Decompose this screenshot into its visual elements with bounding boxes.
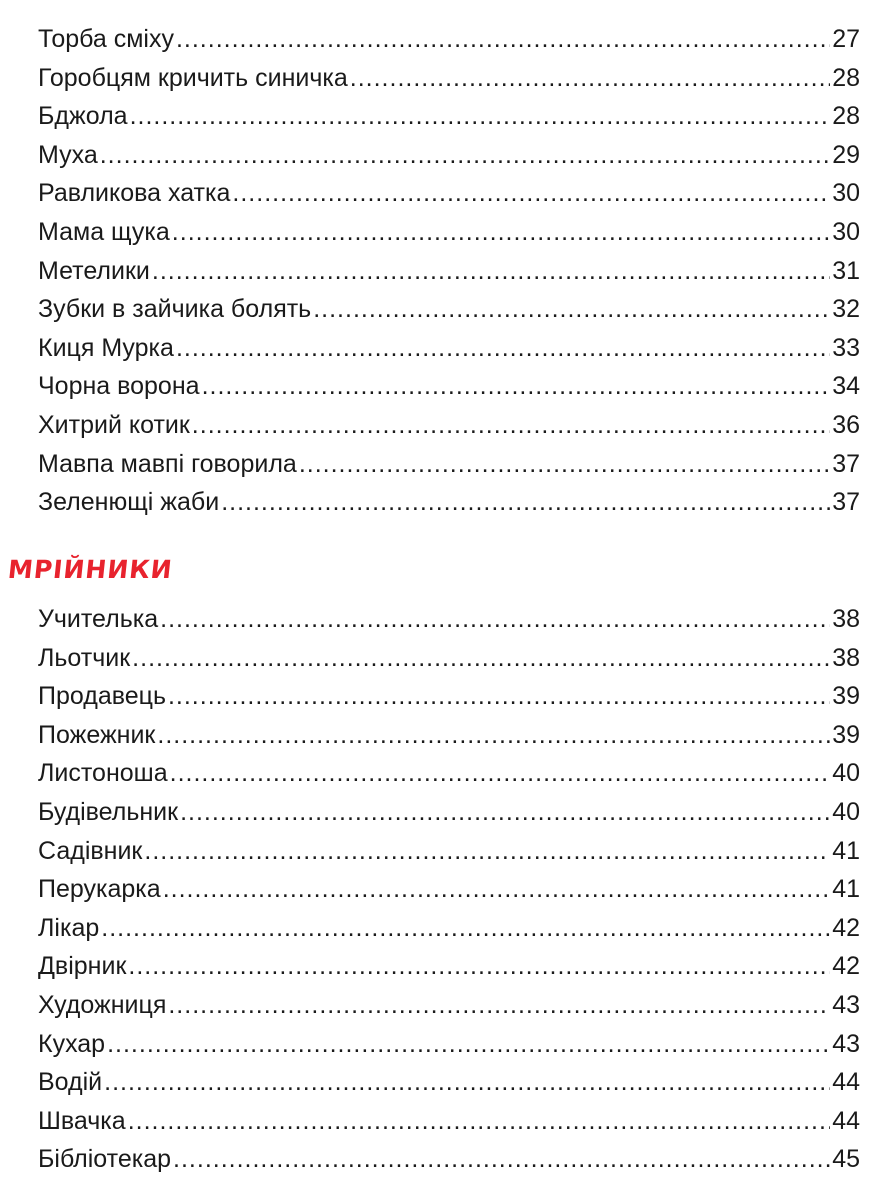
dot-leader: [101, 909, 830, 948]
toc-entry-title: Швачка: [38, 1106, 126, 1135]
dot-leader: [173, 1140, 830, 1179]
dot-leader: [170, 754, 831, 793]
dot-leader: [152, 252, 830, 291]
toc-entry-page-number: 27: [832, 25, 860, 53]
toc-entry: [38, 870, 860, 909]
toc-entry: [38, 832, 860, 871]
dot-leader: [232, 174, 830, 213]
dot-leader: [168, 986, 830, 1025]
toc-entry-page-number: 41: [832, 836, 860, 865]
toc-entry-title: Торба сміху: [38, 25, 174, 53]
dot-leader: [144, 832, 830, 871]
toc-entry-page-number: 45: [832, 1145, 860, 1174]
toc-entry-page-number: 41: [832, 875, 860, 904]
toc-entry: [38, 290, 860, 329]
dot-leader: [192, 406, 830, 445]
toc-entry-title: Бджола: [38, 102, 128, 131]
dot-leader: [313, 290, 830, 329]
toc-entry: [38, 445, 860, 484]
dot-leader: [176, 329, 830, 368]
toc-entry: [38, 909, 860, 948]
toc-entry-page-number: 33: [832, 333, 860, 362]
toc-entry-page-number: 38: [832, 643, 860, 672]
dot-leader: [104, 1063, 830, 1102]
toc-entry: [38, 639, 860, 678]
toc-entry-title: Метелики: [38, 256, 150, 285]
toc-entry-title: Льотчик: [38, 643, 131, 672]
toc-entry-title: Мама щука: [38, 217, 170, 246]
toc-entry-title: Будівельник: [38, 797, 179, 826]
toc-entry-title: Мавпа мавпі говорила: [38, 449, 297, 478]
toc-entry-title: Перукарка: [38, 875, 161, 904]
toc-entry: [38, 367, 860, 406]
dot-leader: [100, 136, 830, 175]
toc-entry: [38, 213, 860, 252]
dot-leader: [163, 870, 831, 909]
toc-entry-page-number: 44: [832, 1068, 860, 1097]
dot-leader: [350, 59, 830, 98]
toc-entry: [38, 947, 860, 986]
toc-entry-page-number: 28: [832, 102, 860, 131]
toc-entry: [38, 986, 860, 1025]
toc-entry-page-number: 36: [832, 410, 860, 439]
dot-leader: [180, 793, 830, 832]
toc-entry-page-number: 43: [832, 1029, 860, 1058]
toc-entry-page-number: 44: [832, 1106, 860, 1135]
toc-entry-title: Садівник: [38, 836, 143, 865]
dot-leader: [172, 213, 830, 252]
toc-entry: [38, 97, 860, 136]
toc-entry-title: Кухар: [38, 1029, 106, 1058]
toc-entry-page-number: 37: [832, 449, 860, 478]
toc-entry-page-number: 38: [832, 605, 860, 633]
dot-leader: [168, 677, 830, 716]
dot-leader: [202, 367, 831, 406]
toc-entry: [38, 483, 860, 522]
toc-entry-page-number: 42: [832, 952, 860, 981]
toc-entry: [38, 1063, 860, 1102]
dot-leader: [176, 20, 830, 59]
toc-entry: [38, 406, 860, 445]
toc-entry-title: Продавець: [38, 682, 166, 711]
dot-leader: [132, 639, 830, 678]
toc-entry-title: Чорна ворона: [38, 372, 200, 401]
toc-entry-title: Пожежник: [38, 720, 156, 749]
dot-leader: [128, 947, 830, 986]
toc-entry-page-number: 43: [832, 990, 860, 1019]
toc-section-2: [38, 600, 860, 1179]
toc-entry-title: Учителька: [38, 605, 159, 633]
toc-entry: [38, 677, 860, 716]
toc-entry: [38, 329, 860, 368]
toc-entry-title: Хитрий котик: [38, 410, 190, 439]
toc-entry: [38, 754, 860, 793]
toc-entry-page-number: 42: [832, 913, 860, 942]
dot-leader: [160, 600, 830, 639]
toc-entry-page-number: 31: [832, 256, 860, 285]
toc-entry-page-number: 30: [832, 217, 860, 246]
toc-entry: [38, 793, 860, 832]
toc-entry-page-number: 37: [832, 488, 860, 517]
toc-entry: [38, 600, 860, 639]
toc-entry-title: Художниця: [38, 990, 167, 1019]
dot-leader: [221, 483, 830, 522]
toc-entry: [38, 136, 860, 175]
toc-entry-title: Двірник: [38, 952, 127, 981]
dot-leader: [157, 716, 830, 755]
toc-entry-title: Муха: [38, 140, 98, 169]
toc-entry-title: Зубки в зайчика болять: [38, 295, 312, 324]
toc-entry-title: Водій: [38, 1068, 103, 1097]
dot-leader: [130, 97, 831, 136]
toc-entry-title: Листоноша: [38, 759, 168, 788]
toc-entry-page-number: 40: [832, 759, 860, 788]
toc-entry: [38, 1140, 860, 1179]
toc-entry-page-number: 40: [832, 797, 860, 826]
section-heading-mriinyky: МРІЙНИКИ: [6, 555, 175, 584]
toc-entry: [38, 1102, 860, 1141]
dot-leader: [299, 445, 830, 484]
toc-entry-title: Равликова хатка: [38, 179, 231, 208]
toc-entry: [38, 716, 860, 755]
dot-leader: [107, 1025, 830, 1064]
toc-entry-page-number: 39: [832, 682, 860, 711]
toc-entry-page-number: 39: [832, 720, 860, 749]
toc-section-1: [38, 20, 860, 522]
toc-entry: [38, 252, 860, 291]
toc-entry-title: Лікар: [38, 913, 100, 942]
toc-entry: [38, 1025, 860, 1064]
toc-entry: [38, 59, 860, 98]
toc-entry-title: Зеленющі жаби: [38, 488, 220, 517]
toc-entry-title: Горобцям кричить синичка: [38, 63, 348, 92]
toc-entry-page-number: 29: [832, 140, 860, 169]
toc-entry-title: Бібліотекар: [38, 1145, 172, 1174]
toc-entry-page-number: 32: [832, 295, 860, 324]
toc-entry-title: Киця Мурка: [38, 333, 174, 362]
toc-entry-page-number: 34: [832, 372, 860, 401]
dot-leader: [128, 1102, 831, 1141]
toc-entry-page-number: 30: [832, 179, 860, 208]
toc-entry: [38, 20, 860, 59]
toc-entry: [38, 174, 860, 213]
toc-entry-page-number: 28: [832, 63, 860, 92]
